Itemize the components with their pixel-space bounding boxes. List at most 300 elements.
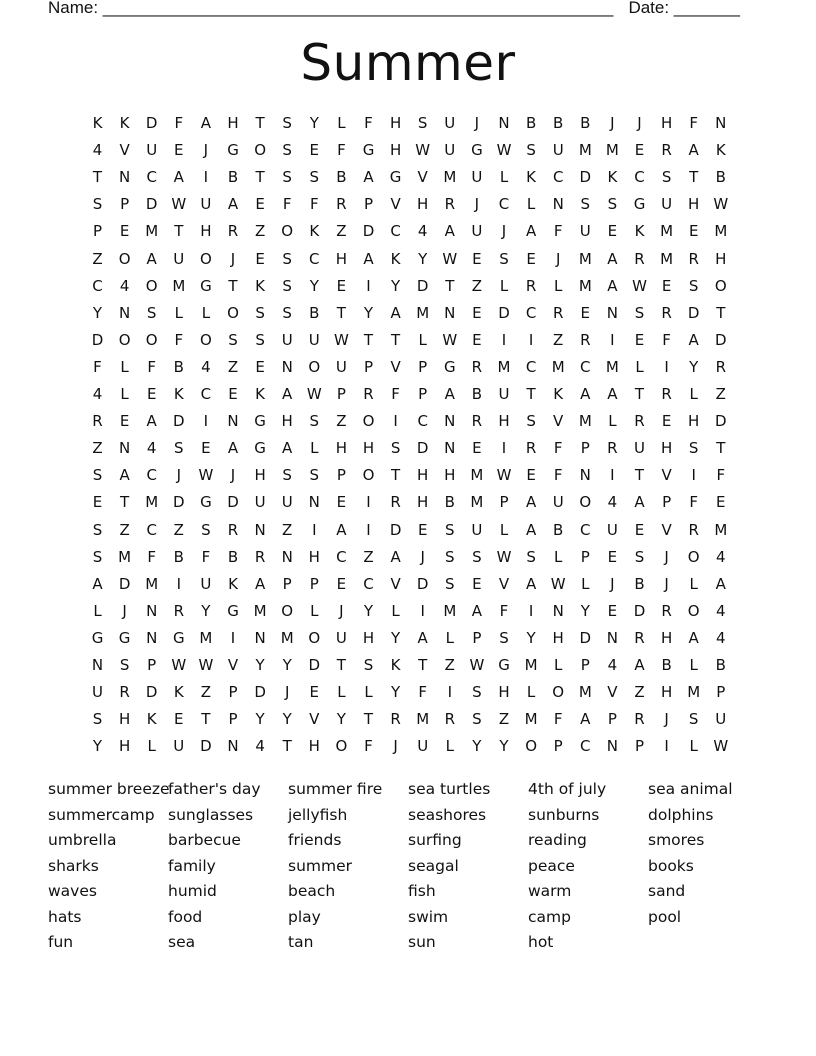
grid-cell: R [254, 547, 266, 566]
grid-cell: O [362, 466, 375, 485]
grid-cell: Y [580, 601, 590, 620]
grid-cell: H [118, 710, 131, 729]
grid-cell: F [391, 385, 400, 403]
word-list-item: pool [648, 907, 682, 926]
grid-cell: Y [472, 737, 482, 756]
grid-cell: A [173, 168, 184, 187]
grid-cell: S [472, 683, 482, 702]
grid-cell: L [120, 385, 129, 403]
grid-cell: H [362, 439, 375, 458]
grid-cell: H [308, 737, 320, 756]
grid-cell: K [92, 114, 103, 132]
grid-cell: C [580, 520, 591, 539]
word-list-item: fun [48, 933, 74, 951]
grid-cell: A [92, 574, 103, 593]
grid-cell: P [580, 656, 590, 674]
grid-cell: E [146, 385, 157, 403]
grid-cell: H [308, 547, 320, 566]
grid-cell: P [363, 195, 374, 214]
grid-cell: P [553, 737, 563, 756]
grid-cell: Z [227, 357, 239, 376]
word-list-item: seagal [408, 856, 459, 875]
grid-cell: 4 [716, 547, 726, 566]
grid-cell: A [525, 574, 537, 593]
grid-cell: A [227, 439, 239, 458]
grid-cell: H [200, 222, 212, 241]
word-list-item: summercamp [48, 805, 155, 824]
grid-cell: F [364, 114, 373, 132]
grid-cell: D [227, 493, 239, 512]
word-list-item: books [648, 856, 694, 875]
grid-cell: R [634, 628, 645, 647]
word-list-item: smores [648, 831, 705, 849]
word-list-item: sunburns [528, 805, 600, 824]
grid-cell: H [688, 412, 700, 431]
grid-cell: B [580, 114, 591, 132]
grid-cell: E [716, 493, 726, 512]
grid-cell: L [635, 357, 644, 376]
grid-cell: N [444, 303, 456, 322]
grid-cell: Y [255, 656, 265, 674]
grid-cell: H [417, 195, 429, 214]
grid-cell: 4 [607, 656, 618, 674]
grid-cell: N [254, 628, 266, 647]
word-list-item: summer fire [288, 780, 383, 798]
grid-cell: U [92, 683, 103, 702]
grid-cell: R [525, 276, 537, 295]
grid-cell: C [580, 737, 591, 756]
grid-cell: R [661, 303, 672, 322]
grid-cell: 4 [607, 493, 618, 512]
grid-cell: A [200, 114, 212, 132]
grid-cell: M [578, 276, 592, 295]
grid-cell: S [201, 520, 211, 539]
grid-cell: U [444, 141, 456, 160]
grid-cell: D [145, 195, 158, 214]
grid-cell: J [420, 547, 425, 566]
grid-cell: E [228, 385, 238, 403]
grid-cell: W [171, 195, 187, 214]
grid-cell: S [174, 439, 184, 458]
grid-cell: E [119, 412, 130, 431]
grid-cell: U [281, 493, 293, 512]
grid-cell: L [445, 737, 454, 756]
grid-cell: C [634, 168, 645, 187]
grid-cell: Z [498, 710, 510, 729]
grid-cell: N [444, 412, 456, 431]
grid-cell: F [662, 330, 671, 349]
grid-cell: F [147, 357, 156, 376]
grid-cell: E [472, 439, 482, 458]
word-list-item: peace [528, 856, 575, 875]
grid-cell: S [661, 168, 672, 187]
grid-cell: E [174, 141, 184, 160]
grid-cell: E [336, 493, 347, 512]
grid-cell: D [91, 330, 104, 349]
grid-cell: N [281, 357, 293, 376]
grid-cell: N [118, 303, 131, 322]
grid-cell: W [496, 141, 512, 160]
grid-cell: 4 [119, 276, 130, 295]
grid-cell: E [417, 520, 428, 539]
grid-cell: F [309, 195, 319, 214]
grid-cell: U [634, 439, 645, 458]
grid-cell: B [336, 168, 347, 187]
grid-cell: D [389, 520, 402, 539]
grid-cell: S [255, 303, 265, 322]
grid-cell: M [497, 357, 511, 376]
grid-cell: O [281, 222, 294, 241]
grid-cell: Y [282, 656, 292, 674]
grid-cell: Z [200, 683, 212, 702]
grid-cell: C [146, 168, 157, 187]
grid-cell: S [282, 276, 292, 295]
word-list-item: sand [648, 882, 686, 900]
grid-cell: M [524, 656, 538, 674]
grid-cell: O [308, 628, 321, 647]
grid-cell: Z [363, 547, 374, 566]
grid-cell: G [172, 628, 185, 647]
grid-cell: U [661, 195, 673, 214]
grid-cell: L [391, 601, 400, 620]
grid-cell: D [715, 330, 727, 349]
grid-cell: E [255, 249, 265, 268]
grid-cell: U [552, 493, 564, 512]
grid-cell: M [578, 412, 592, 431]
grid-cell: R [444, 710, 456, 729]
grid-cell: K [119, 114, 130, 132]
grid-cell: N [444, 439, 456, 458]
grid-cell: R [173, 601, 185, 620]
grid-cell: O [145, 276, 158, 295]
grid-cell: J [501, 222, 507, 241]
grid-cell: H [715, 249, 727, 268]
grid-cell: I [366, 520, 371, 539]
grid-cell: W [632, 276, 647, 295]
grid-cell: O [145, 330, 158, 349]
word-list-item: jellyfish [288, 805, 348, 824]
grid-cell: H [389, 114, 402, 132]
grid-cell: L [526, 683, 536, 702]
grid-cell: V [498, 574, 510, 593]
grid-cell: E [255, 357, 265, 376]
grid-cell: E [634, 520, 645, 539]
grid-cell: B [227, 547, 239, 566]
grid-cell: K [390, 656, 401, 674]
grid-cell: D [579, 168, 592, 187]
grid-cell: I [366, 276, 371, 295]
grid-cell: O [308, 357, 321, 376]
grid-cell: L [201, 303, 211, 322]
grid-cell: P [120, 195, 130, 214]
date-field: Date: _______ [628, 0, 740, 17]
grid-cell: I [664, 357, 669, 376]
grid-cell: E [119, 222, 130, 241]
grid-cell: V [309, 710, 320, 729]
grid-cell: H [660, 683, 673, 702]
grid-cell: L [526, 195, 536, 214]
grid-cell: P [716, 683, 726, 702]
header-row [48, 0, 740, 20]
grid-cell: L [554, 547, 563, 566]
grid-cell: I [610, 466, 615, 485]
grid-cell: C [498, 195, 510, 214]
grid-cell: L [554, 656, 563, 674]
grid-cell: B [634, 574, 645, 593]
grid-cell: C [363, 574, 374, 593]
grid-cell: A [363, 168, 374, 187]
grid-cell: D [362, 222, 375, 241]
grid-cell: W [713, 195, 729, 214]
grid-cell: R [661, 141, 672, 160]
grid-cell: A [282, 385, 293, 403]
grid-cell: S [282, 466, 292, 485]
grid-cell: N [254, 520, 266, 539]
grid-cell: I [664, 737, 669, 756]
grid-cell: U [498, 385, 510, 403]
grid-cell: T [634, 385, 645, 403]
grid-cell: T [418, 656, 428, 674]
name-field: Name: ______________________________________________________ [48, 0, 614, 17]
grid-cell: L [310, 601, 319, 620]
word-list-item: humid [168, 882, 217, 900]
grid-cell: J [610, 574, 615, 593]
grid-cell: L [499, 520, 509, 539]
grid-cell: B [309, 303, 320, 322]
grid-cell: D [416, 276, 429, 295]
grid-cell: R [471, 357, 483, 376]
grid-cell: V [227, 656, 239, 674]
grid-cell: B [661, 656, 672, 674]
grid-cell: T [92, 168, 103, 187]
word-list [48, 778, 788, 958]
grid-cell: M [578, 683, 592, 702]
grid-cell: Y [418, 249, 428, 268]
grid-cell: A [525, 520, 537, 539]
grid-cell: F [553, 466, 563, 485]
grid-cell: G [227, 601, 239, 620]
grid-cell: N [91, 656, 104, 674]
grid-cell: J [664, 547, 669, 566]
grid-cell: T [689, 168, 699, 187]
grid-cell: 4 [201, 357, 211, 376]
grid-cell: R [390, 493, 401, 512]
grid-cell: H [688, 195, 700, 214]
word-list-item: family [168, 856, 216, 875]
grid-cell: B [525, 114, 537, 132]
grid-cell: E [255, 195, 265, 214]
grid-cell: J [203, 141, 209, 160]
grid-cell: N [227, 737, 239, 756]
grid-cell: A [471, 601, 483, 620]
grid-cell: K [173, 385, 184, 403]
grid-cell: S [390, 439, 401, 458]
grid-cell: P [336, 385, 346, 403]
grid-cell: D [254, 683, 266, 702]
grid-cell: T [363, 710, 374, 729]
grid-cell: G [118, 628, 131, 647]
grid-cell: H [227, 114, 239, 132]
grid-cell: P [147, 656, 157, 674]
grid-cell: L [337, 114, 346, 132]
grid-cell: I [501, 439, 507, 458]
grid-cell: J [230, 466, 236, 485]
grid-cell: R [688, 520, 699, 539]
grid-cell: E [607, 547, 618, 566]
grid-cell: O [281, 601, 294, 620]
grid-cell: S [688, 710, 699, 729]
grid-cell: P [607, 710, 617, 729]
grid-cell: H [417, 493, 429, 512]
grid-cell: L [364, 683, 373, 702]
grid-cell: Y [689, 357, 699, 376]
grid-cell: E [661, 276, 672, 295]
grid-cell: A [580, 385, 591, 403]
grid-cell: I [691, 466, 696, 485]
grid-cell: I [501, 330, 507, 349]
grid-cell: E [472, 303, 482, 322]
grid-cell: T [445, 276, 455, 295]
grid-cell: Y [92, 737, 103, 756]
grid-cell: D [173, 412, 185, 431]
grid-cell: F [282, 195, 292, 214]
grid-cell: I [176, 574, 182, 593]
grid-cell: G [254, 412, 266, 431]
grid-cell: Z [336, 222, 347, 241]
grid-cell: L [93, 601, 102, 620]
grid-cell: N [715, 114, 727, 132]
grid-cell: M [145, 493, 159, 512]
grid-cell: K [715, 141, 726, 160]
grid-cell: F [93, 357, 102, 376]
grid-cell: H [552, 628, 564, 647]
grid-cell: W [442, 249, 458, 268]
grid-cell: I [393, 412, 398, 431]
grid-cell: Z [471, 276, 483, 295]
grid-cell: G [471, 141, 483, 160]
grid-cell: W [198, 656, 214, 674]
word-list-item: hats [48, 907, 82, 926]
grid-cell: S [499, 628, 509, 647]
grid-cell: D [145, 114, 158, 132]
grid-cell: J [637, 114, 642, 132]
grid-cell: M [714, 520, 728, 539]
grid-cell: L [337, 683, 346, 702]
grid-cell: R [715, 357, 727, 376]
grid-cell: S [417, 114, 428, 132]
grid-cell: L [689, 385, 698, 403]
grid-cell: E [526, 249, 536, 268]
grid-cell: J [474, 114, 480, 132]
grid-cell: F [689, 114, 698, 132]
grid-cell: O [227, 303, 239, 322]
grid-cell: G [227, 141, 239, 160]
grid-cell: R [580, 330, 591, 349]
grid-cell: E [174, 710, 184, 729]
grid-cell: A [688, 141, 699, 160]
grid-cell: E [472, 330, 482, 349]
grid-cell: H [660, 439, 673, 458]
grid-cell: I [230, 628, 236, 647]
grid-cell: Z [715, 385, 726, 403]
grid-cell: P [228, 710, 238, 729]
grid-cell: V [661, 466, 672, 485]
grid-cell: V [119, 141, 130, 160]
grid-cell: S [445, 520, 455, 539]
grid-cell: N [118, 168, 131, 187]
grid-cell: U [606, 520, 618, 539]
grid-cell: M [687, 683, 701, 702]
grid-cell: S [309, 168, 320, 187]
grid-cell: M [145, 574, 159, 593]
grid-cell: E [92, 493, 103, 512]
grid-cell: I [528, 330, 534, 349]
grid-cell: I [420, 601, 425, 620]
word-list-item: surfing [408, 831, 462, 849]
grid-cell: S [445, 547, 455, 566]
grid-cell: L [445, 628, 454, 647]
grid-cell: A [390, 547, 401, 566]
grid-cell: U [173, 249, 185, 268]
grid-cell: O [525, 737, 537, 756]
grid-cell: K [228, 574, 238, 593]
grid-cell: D [715, 412, 727, 431]
grid-cell: L [120, 357, 129, 376]
grid-cell: L [608, 412, 617, 431]
grid-cell: E [472, 574, 482, 593]
grid-cell: F [147, 547, 156, 566]
grid-cell: B [553, 520, 564, 539]
grid-cell: S [526, 412, 536, 431]
grid-cell: M [660, 222, 674, 241]
grid-cell: N [552, 195, 564, 214]
grid-cell: K [255, 385, 266, 403]
grid-cell: B [553, 114, 564, 132]
grid-cell: S [282, 141, 292, 160]
word-list-item: sea animal [648, 780, 733, 798]
word-list-item: sharks [48, 856, 99, 875]
grid-cell: K [173, 683, 184, 702]
grid-cell: W [333, 330, 349, 349]
grid-cell: Y [255, 710, 265, 729]
grid-cell: S [228, 330, 238, 349]
grid-cell: O [714, 276, 727, 295]
grid-cell: V [390, 574, 401, 593]
grid-cell: S [92, 466, 103, 485]
grid-cell: Y [363, 601, 374, 620]
grid-cell: R [607, 439, 618, 458]
grid-cell: I [610, 330, 615, 349]
grid-cell: Y [363, 303, 374, 322]
grid-cell: P [309, 574, 319, 593]
grid-cell: R [634, 249, 645, 268]
word-list-item: father's day [168, 780, 261, 798]
grid-cell: I [447, 683, 453, 702]
grid-cell: A [390, 303, 401, 322]
grid-cell: J [284, 683, 290, 702]
grid-cell: R [444, 195, 456, 214]
grid-cell: 4 [255, 737, 265, 756]
grid-cell: U [471, 168, 483, 187]
grid-cell: D [498, 303, 510, 322]
grid-cell: C [146, 520, 157, 539]
grid-cell: Y [391, 683, 401, 702]
grid-cell: U [254, 493, 266, 512]
grid-cell: U [281, 330, 293, 349]
grid-cell: W [469, 656, 485, 674]
word-list-item: sun [408, 933, 436, 951]
grid-cell: L [147, 737, 156, 756]
